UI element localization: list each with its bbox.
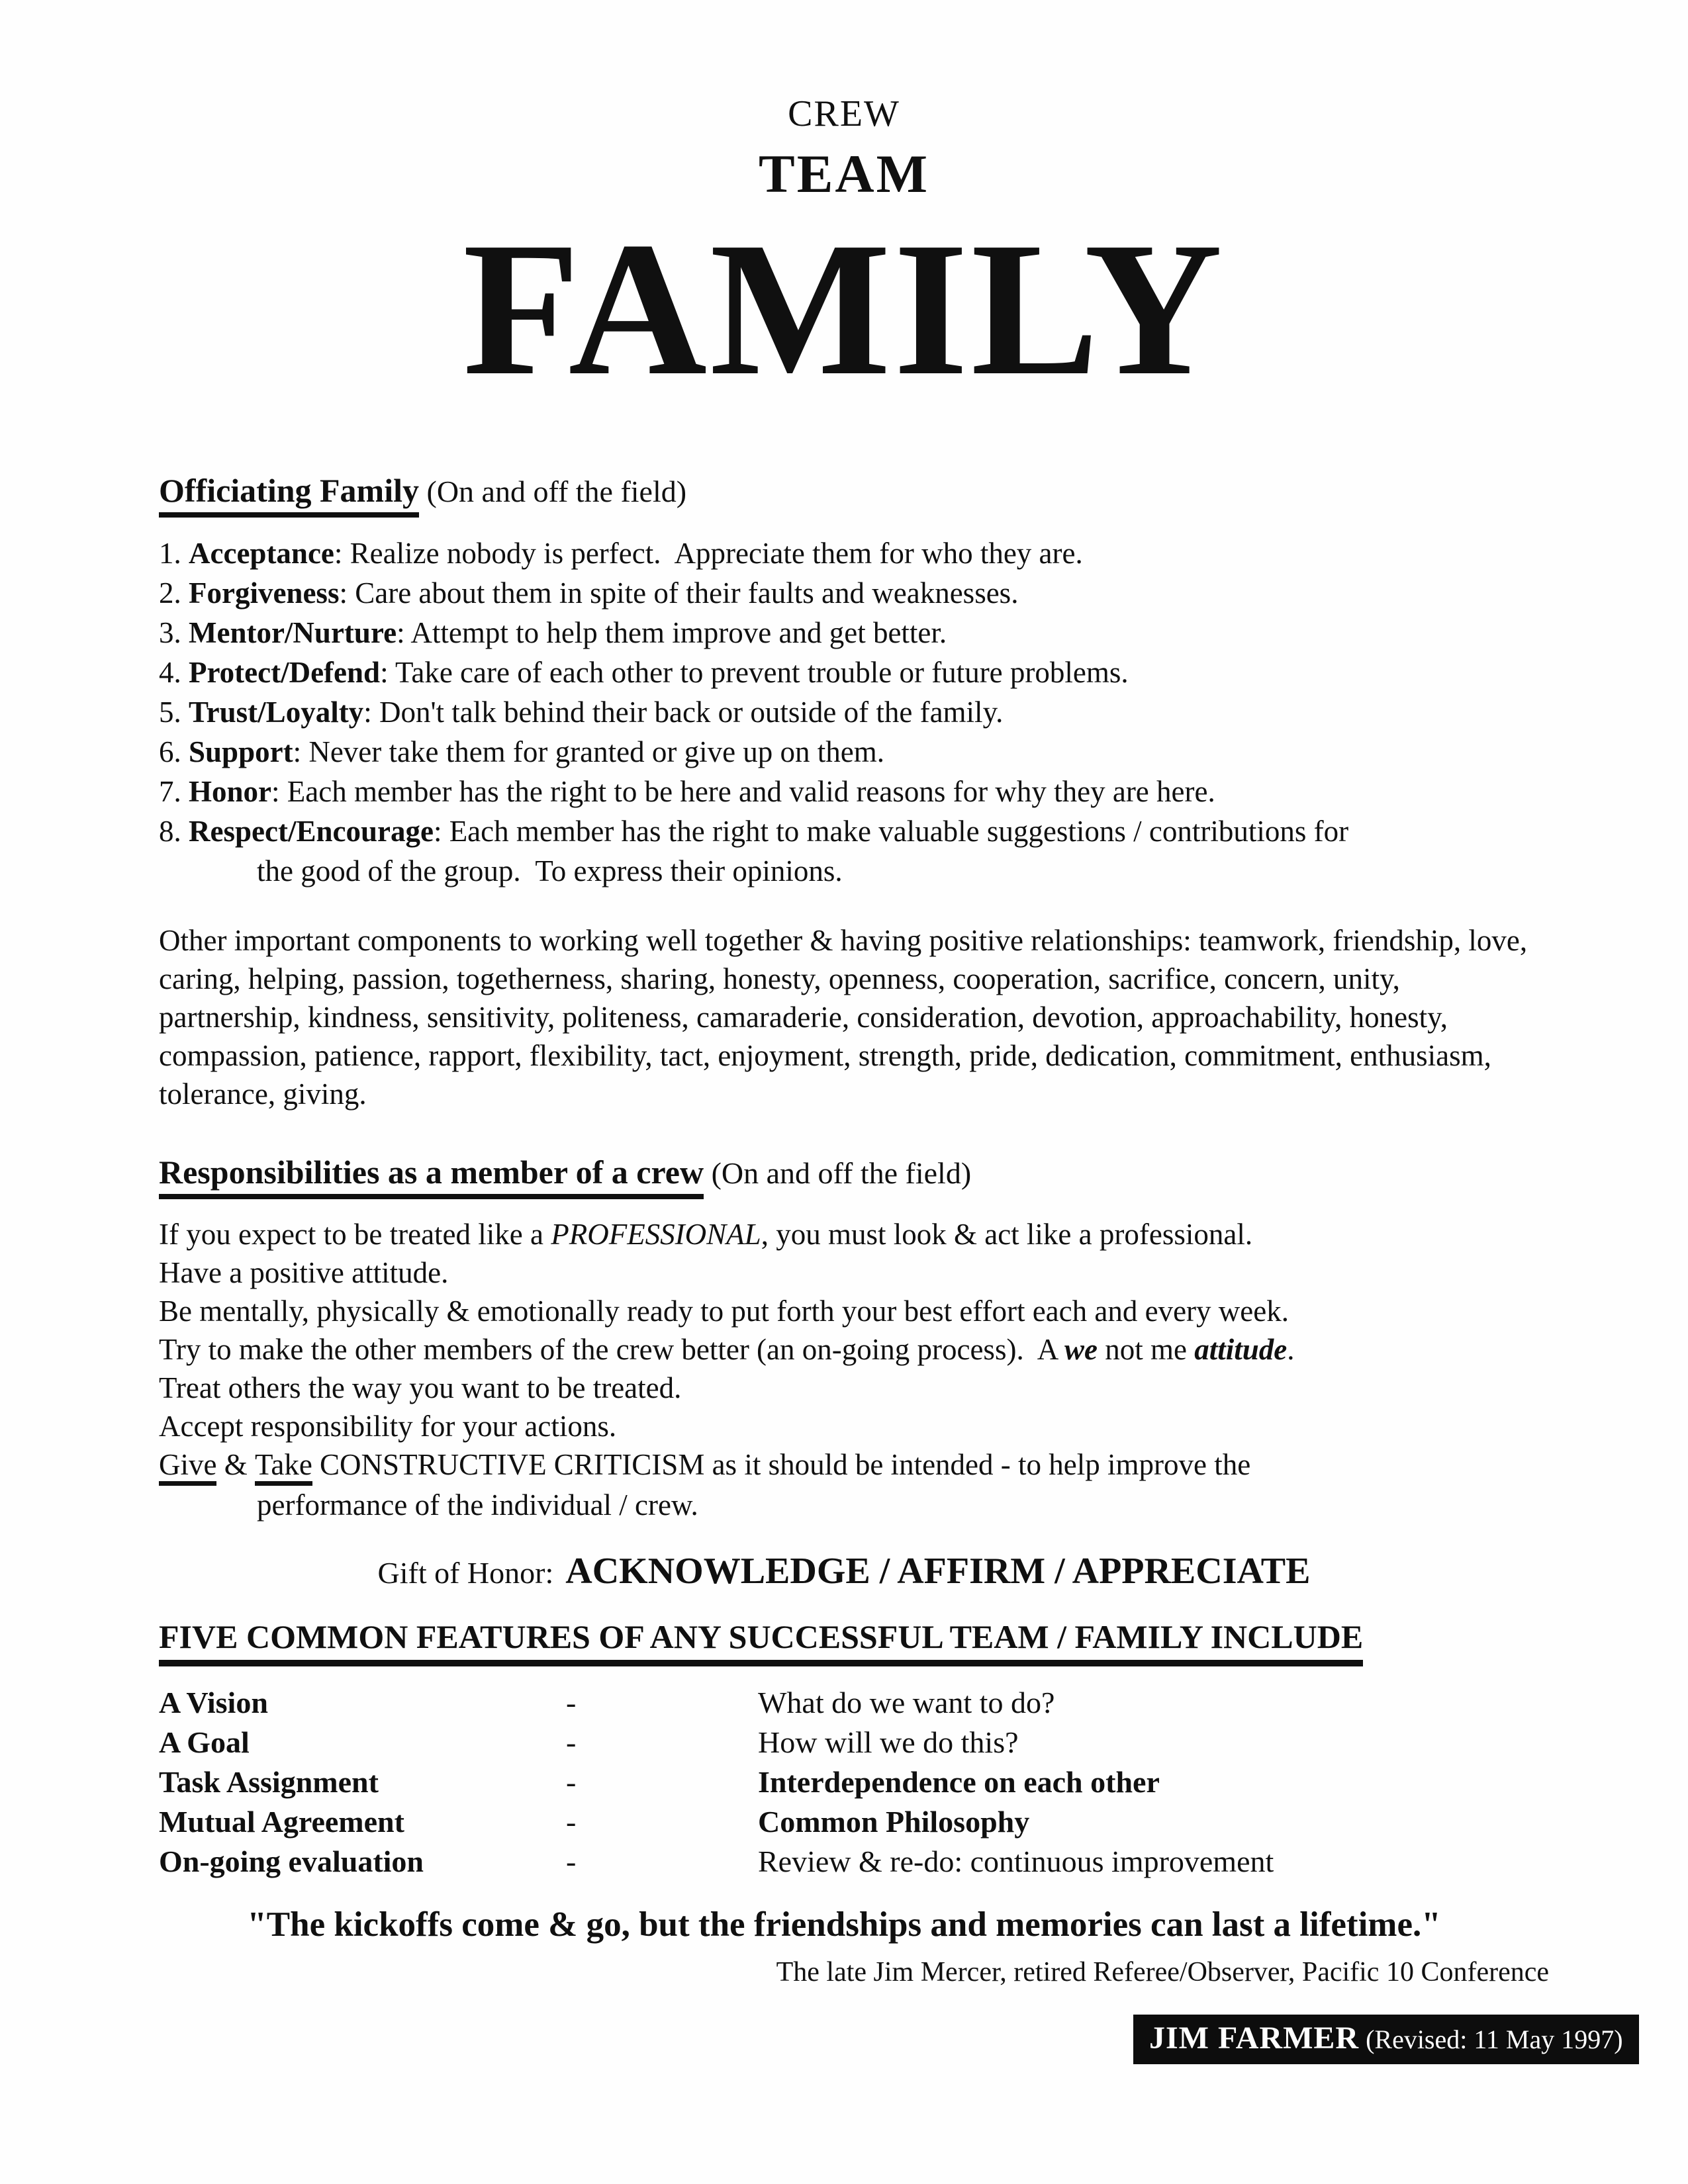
- page-title: FAMILY: [463, 203, 1225, 415]
- resp-line: Give & Take CONSTRUCTIVE CRITICISM as it should be intended - to help improve the: [159, 1445, 1595, 1486]
- list-item: 6. Support: Never take them for granted or give up on them.: [159, 735, 885, 768]
- five-features-heading: FIVE COMMON FEATURES OF ANY SUCCESSFUL TEAM / FAMILY INCLUDE: [159, 1617, 1363, 1666]
- quote-attribution: The late Jim Mercer, retired Referee/Observer, Pacific 10 Conference: [776, 1957, 1549, 1987]
- resp-line: Treat others the way you want to be treated.: [159, 1371, 682, 1404]
- gift-value: ACKNOWLEDGE / AFFIRM / APPRECIATE: [565, 1551, 1311, 1592]
- officiating-section-heading: [159, 471, 686, 518]
- resp-line: Be mentally, physically & emotionally ready to put forth your best effort each and every week.: [159, 1295, 1289, 1328]
- resp-line: If you expect to be treated like a PROFESSIONAL, you must look & act like a professional.: [159, 1218, 1253, 1251]
- list-item-continuation: the good of the group. To express their opinions.: [257, 854, 843, 887]
- author-badge: [1133, 2015, 1639, 2064]
- list-item: 7. Honor: Each member has the right to be here and valid reasons for why they are here.: [159, 775, 1215, 808]
- list-item: 8. Respect/Encourage: Each member has the right to make valuable suggestions / contributions for: [159, 815, 1349, 848]
- resp-line: Have a positive attitude.: [159, 1256, 449, 1289]
- resp-line: Accept responsibility for your actions.: [159, 1410, 617, 1443]
- feature-row: A Goal - How will we do this?: [159, 1725, 1019, 1759]
- five-features-table: [159, 1685, 1562, 1884]
- author-name: JIM FARMER: [1149, 2021, 1360, 2056]
- responsibilities-heading-text: Responsibilities as a member of a crew: [159, 1153, 704, 1199]
- closing-quote: "The kickoffs come & go, but the friendships and memories can last a lifetime.": [247, 1905, 1441, 1944]
- list-item: 5. Trust/Loyalty: Don't talk behind their back or outside of the family.: [159, 696, 1004, 729]
- officiating-heading-suffix: (On and off the field): [419, 475, 687, 508]
- feature-row: On-going evaluation - Review & re-do: continuous improvement: [159, 1844, 1274, 1878]
- gift-label: Gift of Honor:: [377, 1556, 554, 1590]
- responsibilities-section-heading: [159, 1153, 971, 1199]
- resp-line: Try to make the other members of the crew better (an on-going process). A we not me attitude.: [159, 1333, 1295, 1366]
- resp-line-continuation: performance of the individual / crew.: [257, 1488, 698, 1522]
- feature-row: Task Assignment - Interdependence on each other: [159, 1765, 1160, 1799]
- officiating-list: [159, 533, 1595, 891]
- header-crew: CREW: [788, 93, 900, 134]
- components-paragraph: Other important components to working well together & having positive relationships: teamwork, friendship, love, caring, helping, passion, togetherness, sharing, honesty, openness, cooperation, sacrifice, concern, unity, partnership, kindness, sensitivity, politeness, camaraderie, consideration, devotion, approachability, honesty, compassion, patience, rapport, flexibility, tact, enjoyment, strength, pride, dedication, commitment, enthusiasm, tolerance, giving.: [159, 924, 1528, 1111]
- responsibilities-heading-suffix: (On and off the field): [704, 1156, 972, 1190]
- officiating-heading-text: Officiating Family: [159, 471, 419, 518]
- list-item: 2. Forgiveness: Care about them in spite of their faults and weaknesses.: [159, 576, 1019, 610]
- feature-row: Mutual Agreement - Common Philosophy: [159, 1805, 1030, 1839]
- feature-row: A Vision - What do we want to do?: [159, 1686, 1055, 1719]
- list-item: 1. Acceptance: Realize nobody is perfect. Appreciate them for who they are.: [159, 537, 1083, 570]
- header-team: TEAM: [759, 144, 929, 204]
- responsibilities-list: [159, 1215, 1595, 1524]
- gift-of-honor-line: [0, 1550, 1688, 1592]
- list-item: 4. Protect/Defend: Take care of each other to prevent trouble or future problems.: [159, 656, 1129, 689]
- list-item: 3. Mentor/Nurture: Attempt to help them improve and get better.: [159, 616, 947, 649]
- revision-date: (Revised: 11 May 1997): [1359, 2025, 1623, 2054]
